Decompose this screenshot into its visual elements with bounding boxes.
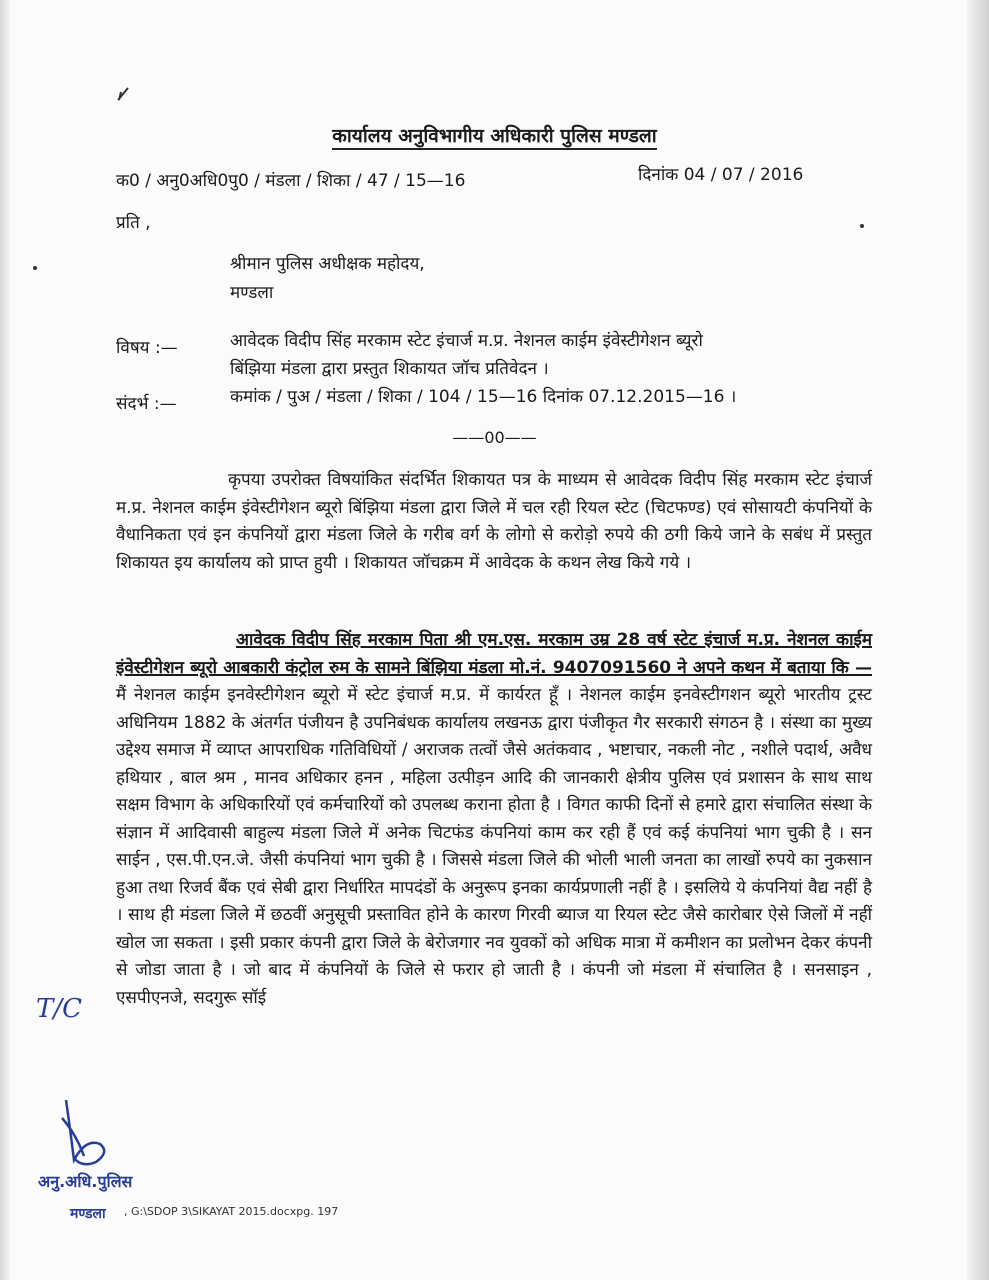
subject-line-2: बिंझिया मंडला द्वारा प्रस्तुत शिकायत जॉच प्रतिवेदन । <box>230 359 549 379</box>
statement-intro: आवेदक विदीप सिंह मरकाम पिता श्री एम.एस. मरकाम उम्र 28 वर्ष स्टेट इंचार्ज म.प्र. नेशनल काईम इंवेस्टीगेशन ब्यूरो आबकारी कंट्रोल रुम के सामने बिंझिया मंडला मो.नं. 9407091560 ने अपने कथन में बताया कि — <box>116 630 872 678</box>
file-path-footer: , G:\SDOP 3\SIKAYAT 2015.docxpg. 197 <box>124 1205 339 1218</box>
office-title <box>0 122 989 148</box>
page-edge-right <box>967 0 989 1280</box>
statement-body: मैं नेशनल काईम इनवेस्टीगेशन ब्यूरो में स्टेट इंचार्ज म.प्र. में कार्यरत हूँ । नेशनल काईम इनवेस्टीगशन ब्यूरो भारतीय ट्रस्ट अधिनियम 1882 के अंतर्गत पंजीयन है उपनिबंधक कार्यालय लखनऊ द्वारा पंजीकृत गैर सरकारी संगठन है । संस्था का मुख्य उद्देश्य समाज में व्याप्त आपराधिक गतिविधियों / अराजक तत्वों जैसे अतंकवाद , भष्टाचार, नकली नोट , नशीले पदार्थ, अवैध हथियार , बाल श्रम , मानव अधिकार हनन , महिला उत्पीड़न आदि की जानकारी क्षेत्रीय पुलिस एवं प्रशासन के साथ साथ सक्षम विभाग के अधिकारियों एवं कर्मचारियों को उपलब्ध कराना होता है । विगत काफी दिनों से हमारे द्वारा संचालित संस्था के संज्ञान में आदिवासी बाहुल्य मंडला जिले में अनेक चिटफंड कंपनियां काम कर रही हैं एवं कई कंपनियां भाग चुकी है । सन साईन , एस.पी.एन.जे. जैसी कंपनियां भाग चुकी है । जिससे मंडला जिले की भोली भाली जनता का लाखों रुपये का नुकसान हुआ तथा रिजर्व बैंक एवं सेबी द्वारा निर्धारित मापदंडों के अनुरूप इनका कार्यप्रणाली नहीं है । इसलिये ये कंपनियां वैद्य नहीं है । साथ ही मंडला जिले में छठवीं अनुसूची प्रस्तावित होने के कारण गिरवी ब्याज या रियल स्टेट जैसे कारोबार ऐसे जिलों में नहीं खोल जा सकता । इसी प्रकार कंपनी द्वारा जिले के बेरोजगार नव युवकों को अधिक मात्रा में कमीशन का प्रलोभन देकर कंपनी से जोडा जाता है । जो बाद में कंपनियों के जिले से फरार हो जाती है । कंपनी जो मंडला में संचालित है । सनसाइन , एसपीएनजे, सदगुरू सॉई <box>116 685 872 1008</box>
signature <box>56 1098 116 1170</box>
separator: ——00—— <box>452 428 537 447</box>
subject-label: विषय :— <box>116 338 178 358</box>
recipient-line-2: मण्डला <box>230 283 274 303</box>
reference-text: कमांक / पुअ / मंडला / शिका / 104 / 15—16 दिनांक 07.12.2015—16 । <box>230 387 737 407</box>
paragraph-1: कृपया उपरोक्त विषयांकित संदर्भित शिकायत पत्र के माध्यम से आवेदक विदीप सिंह मरकाम स्टेट इंचार्ज म.प्र. नेशनल काईम इंवेस्टीगेशन ब्यूरो बिंझिया मंडला द्वारा जिले में चल रही रियल स्टेट (चिटफण्ड) एवं सोसायटी कंपनियों के वैधानिकता एवं इन कंपनियों द्वारा मंडला जिले के गरीब वर्ग के लोगो से करोड़ो रुपये की ठगी किये जाने के सबंध में प्रस्तुत शिकायत इय कार्यालय को प्राप्त हुयी । शिकायत जॉचक्रम में आवेदक के कथन लेख किये गये । <box>116 470 872 573</box>
page-edge-left <box>0 0 10 1280</box>
to-label: प्रति , <box>116 213 151 233</box>
speck <box>33 266 37 270</box>
paragraph-2 <box>116 627 872 1012</box>
subject-line-1: आवेदक विदीप सिंह मरकाम स्टेट इंचार्ज म.प्र. नेशनल काईम इंवेस्टीगेशन ब्यूरो <box>230 331 703 351</box>
stamp-place: मण्डला <box>70 1206 106 1222</box>
tc-handwritten-mark: T/C <box>36 994 82 1024</box>
reference-number: क0 / अनु0अधि0पु0 / मंडला / शिका / 47 / 15—16 <box>116 171 466 191</box>
letter-date: दिनांक 04 / 07 / 2016 <box>638 165 804 185</box>
pen-mark <box>116 86 130 102</box>
recipient-line-1: श्रीमान पुलिस अधीक्षक महोदय, <box>230 254 425 274</box>
speck <box>860 224 864 228</box>
office-title-text: कार्यालय अनुविभागीय अधिकारी पुलिस मण्डला <box>332 125 656 150</box>
stamp-designation: अनु.अधि.पुलिस <box>38 1172 133 1191</box>
reference-label: संदर्भ :— <box>116 394 177 414</box>
